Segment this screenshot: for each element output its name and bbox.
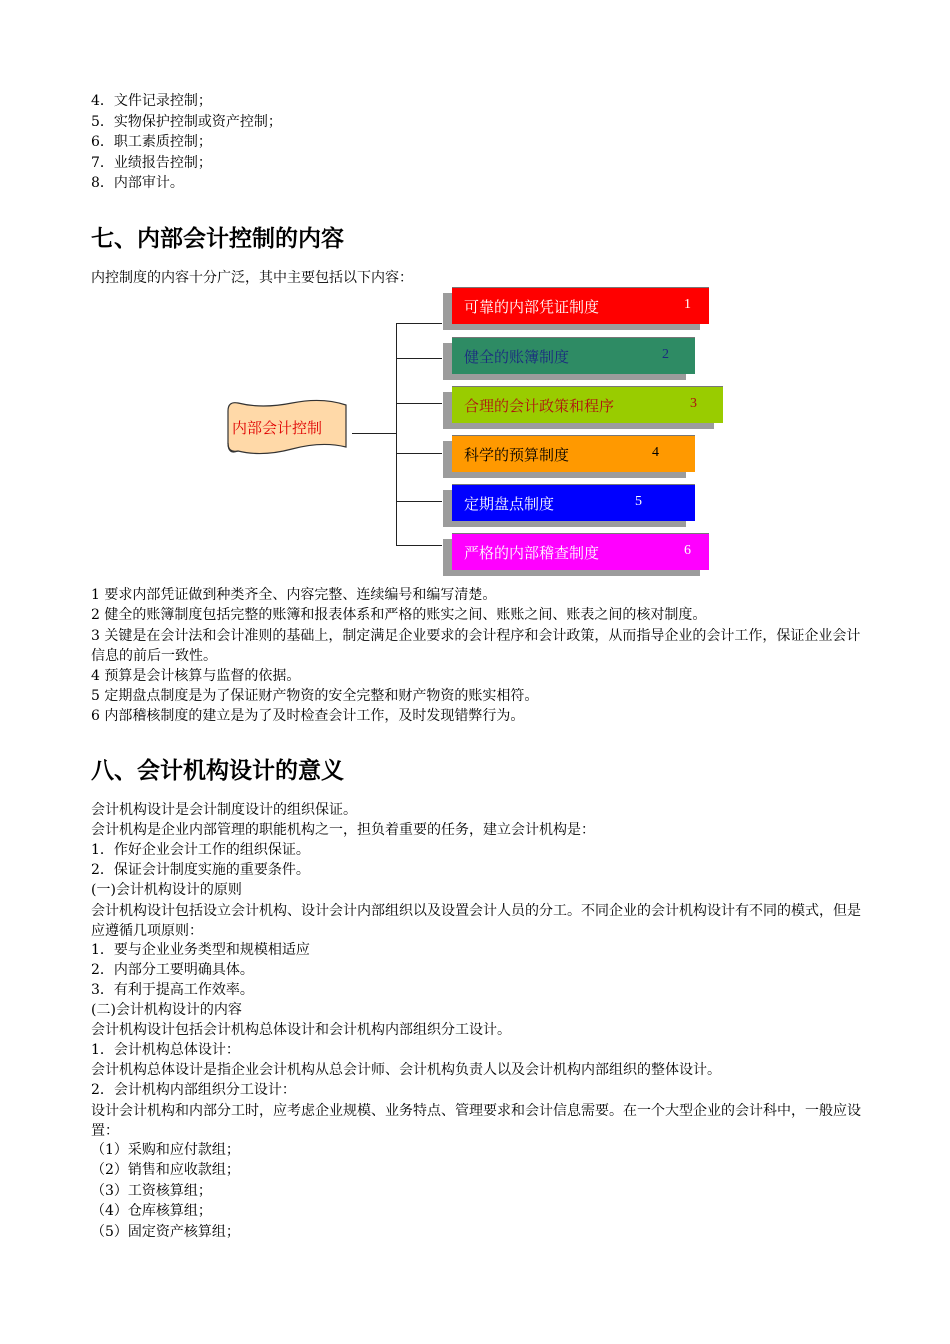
note-line: 4 预算是会计核算与监督的依据。 — [91, 668, 301, 684]
paragraph: 3．有利于提高工作效率。 — [91, 982, 254, 998]
list-item: 7．业绩报告控制； — [91, 155, 212, 171]
note-line: 5 定期盘点制度是为了保证财产物资的安全完整和财产物资的账实相符。 — [91, 688, 539, 704]
note-line: 3 关键是在会计法和会计准则的基础上，制定满足企业要求的会计程序和会计政策，从而指导企业的会计工作，保证企业会计信息的前后一致性。 — [91, 628, 861, 664]
control-item-label: 健全的账簿制度 — [464, 348, 570, 366]
paragraph: 设计会计机构和内部分工时，应考虑企业规模、业务特点、管理要求和会计信息需要。在一个大型企业的会计科中，一般应设置： — [91, 1103, 861, 1139]
control-item-number: 5 — [635, 494, 642, 509]
note-line: 2 健全的账簿制度包括完整的账簿和报表体系和严格的账实之间、账账之间、账表之间的核对制度。 — [91, 607, 707, 623]
paragraph: 会计机构是企业内部管理的职能机构之一，担负着重要的任务，建立会计机构是： — [91, 822, 595, 838]
control-item-label: 合理的会计政策和程序 — [464, 397, 615, 415]
paragraph: 会计机构设计是会计制度设计的组织保证。 — [91, 802, 357, 818]
paragraph: 1．作好企业会计工作的组织保证。 — [91, 842, 310, 858]
list-item: 5．实物保护控制或资产控制； — [91, 114, 282, 130]
connector-line — [396, 403, 442, 404]
connector-line — [396, 453, 442, 454]
paragraph: 2．保证会计制度实施的重要条件。 — [91, 862, 310, 878]
paragraph: (二)会计机构设计的内容 — [91, 1002, 242, 1018]
paragraph: 会计机构总体设计是指企业会计机构从总会计师、会计机构负责人以及会计机构内部组织的整体设计。 — [91, 1062, 721, 1078]
paragraph: （4）仓库核算组； — [91, 1203, 212, 1219]
paragraph: 会计机构设计包括设立会计机构、设计会计内部组织以及设置会计人员的分工。不同企业的会计机构设计有不同的模式，但是应遵循几项原则： — [91, 903, 861, 939]
control-item-number: 1 — [684, 297, 691, 312]
section-heading: 八、会计机构设计的意义 — [91, 758, 344, 784]
connector-line — [396, 501, 442, 502]
connector-line — [352, 433, 396, 434]
paragraph: （3）工资核算组； — [91, 1183, 212, 1199]
control-item-5 — [452, 484, 695, 521]
paragraph: 1．要与企业业务类型和规模相适应 — [91, 942, 310, 958]
connector-line — [396, 323, 397, 545]
control-item-number: 6 — [684, 543, 691, 558]
control-item-1 — [452, 287, 709, 324]
control-item-number: 2 — [662, 347, 669, 362]
paragraph: 会计机构设计包括会计机构总体设计和会计机构内部组织分工设计。 — [91, 1022, 511, 1038]
connector-line — [396, 358, 442, 359]
diagram-center-label: 内部会计控制 — [232, 419, 323, 437]
control-item-number: 4 — [652, 445, 659, 460]
control-item-label: 科学的预算制度 — [464, 446, 570, 464]
control-item-3 — [452, 386, 723, 423]
note-line: 1 要求内部凭证做到种类齐全、内容完整、连续编号和编写清楚。 — [91, 587, 497, 603]
control-item-4 — [452, 435, 695, 472]
list-item: 8．内部审计。 — [91, 175, 184, 191]
control-diagram — [215, 283, 735, 583]
control-item-2 — [452, 337, 695, 374]
scroll-label-wrap — [222, 397, 352, 461]
paragraph: （5）固定资产核算组； — [91, 1224, 240, 1240]
section-heading: 七、内部会计控制的内容 — [91, 226, 344, 252]
note-line: 6 内部稽核制度的建立是为了及时检查会计工作，及时发现错弊行为。 — [91, 708, 525, 724]
paragraph: 2．会计机构内部组织分工设计： — [91, 1082, 296, 1098]
list-item: 6．职工素质控制； — [91, 134, 212, 150]
connector-line — [396, 545, 442, 546]
paragraph: 2．内部分工要明确具体。 — [91, 962, 254, 978]
connector-line — [396, 323, 442, 324]
paragraph: （2）销售和应收款组； — [91, 1162, 240, 1178]
control-item-label: 定期盘点制度 — [464, 495, 555, 513]
control-item-label: 严格的内部稽查制度 — [464, 544, 600, 562]
section-intro: 内控制度的内容十分广泛，其中主要包括以下内容： — [91, 270, 413, 286]
paragraph: (一)会计机构设计的原则 — [91, 882, 242, 898]
control-item-label: 可靠的内部凭证制度 — [464, 298, 600, 316]
control-item-number: 3 — [690, 396, 697, 411]
paragraph: （1）采购和应付款组； — [91, 1142, 240, 1158]
list-item: 4．文件记录控制； — [91, 93, 212, 109]
control-item-6 — [452, 533, 709, 570]
paragraph: 1．会计机构总体设计： — [91, 1042, 240, 1058]
